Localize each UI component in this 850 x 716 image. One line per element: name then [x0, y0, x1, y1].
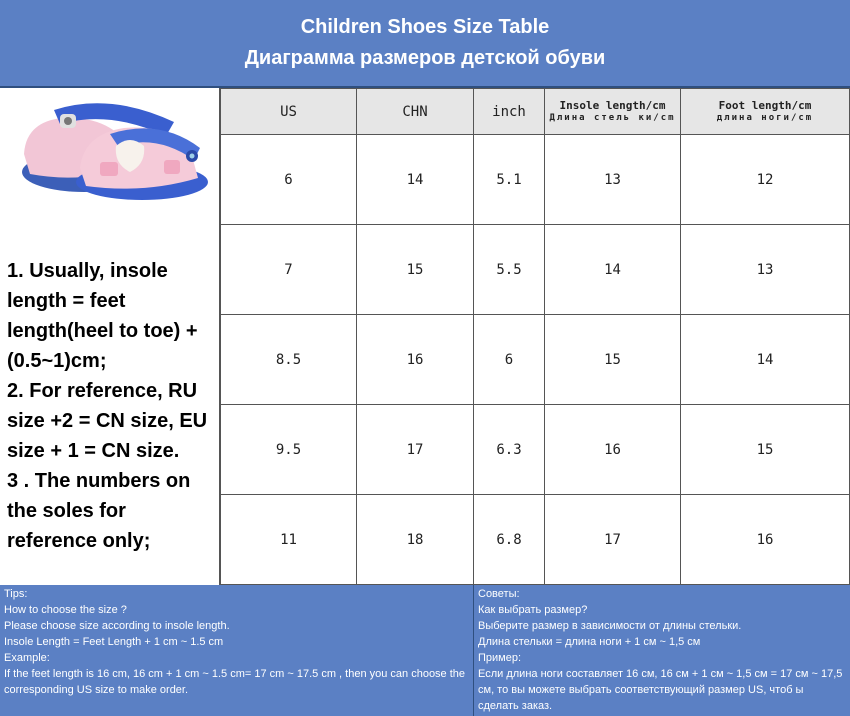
header-foot-ru: длина ноги/cm [716, 112, 814, 123]
cell-foot: 14 [681, 315, 850, 405]
cell-insole: 17 [545, 495, 681, 585]
tips-line: Выберите размер в зависимости от длины стельки. [478, 620, 742, 632]
cell-us: 6 [221, 135, 357, 225]
table-row [221, 225, 850, 315]
cell-us: 7 [221, 225, 357, 315]
tips-line: Example: [4, 652, 50, 664]
table-header-row [221, 89, 850, 135]
header-foot [681, 89, 850, 135]
tips-line: How to choose the size ? [4, 604, 127, 616]
cell-inch: 6 [474, 315, 545, 405]
title-russian: Диаграмма размеров детской обуви [244, 47, 606, 69]
cell-us: 8.5 [221, 315, 357, 405]
tips-line: Длина стельки = длина ноги + 1 см ~ 1,5 см [478, 636, 701, 648]
cell-inch: 6.8 [474, 495, 545, 585]
tips-line: Tips: [4, 588, 28, 600]
cell-us: 9.5 [221, 405, 357, 495]
tips-russian [474, 585, 850, 716]
header-us: US [221, 89, 357, 135]
table-row [221, 315, 850, 405]
cell-chn: 17 [357, 405, 474, 495]
size-table [220, 88, 850, 585]
title-english: Children Shoes Size Table [300, 16, 550, 38]
cell-chn: 16 [357, 315, 474, 405]
cell-foot: 12 [681, 135, 850, 225]
cell-inch: 6.3 [474, 405, 545, 495]
note-sole-numbers: 3 . The numbers on the soles for reference only; [7, 470, 191, 552]
cell-us: 11 [221, 495, 357, 585]
header-insole-ru: Длина стель ки/cm [549, 112, 676, 123]
fitting-notes [7, 256, 219, 556]
header-insole [545, 89, 681, 135]
cell-chn: 14 [357, 135, 474, 225]
table-row [221, 495, 850, 585]
kids-clog-shoe-image [14, 94, 210, 202]
table-row [221, 135, 850, 225]
tips-line: Please choose size according to insole length. [4, 620, 230, 632]
cell-inch: 5.1 [474, 135, 545, 225]
cell-foot: 13 [681, 225, 850, 315]
cell-chn: 15 [357, 225, 474, 315]
tips-line: Советы: [478, 588, 520, 600]
cell-insole: 14 [545, 225, 681, 315]
cell-insole: 16 [545, 405, 681, 495]
table-row [221, 405, 850, 495]
tips-line: Как выбрать размер? [478, 604, 588, 616]
header-chn: CHN [357, 89, 474, 135]
page-header [0, 0, 850, 88]
tips-line: If the feet length is 16 cm, 16 cm + 1 cm ~ 1.5 cm= 17 cm ~ 17.5 cm , then you can choose the corresponding US size to make order. [4, 668, 466, 696]
header-inch: inch [474, 89, 545, 135]
note-size-conversion: 2. For reference, RU size +2 = CN size, EU size + 1 = CN size. [7, 380, 208, 462]
cell-inch: 5.5 [474, 225, 545, 315]
cell-insole: 13 [545, 135, 681, 225]
tips-line: Пример: [478, 652, 522, 664]
left-panel [0, 88, 220, 585]
header-foot-en: Foot length/cm [718, 98, 812, 112]
cell-chn: 18 [357, 495, 474, 585]
cell-foot: 16 [681, 495, 850, 585]
tips-line: Если длина ноги составляет 16 см, 16 см + 1 см ~ 1,5 см = 17 см ~ 17,5 см, то вы можете выбрать соответствующий размер US, чтоб ы сделать заказ. [478, 668, 843, 712]
header-insole-en: Insole length/cm [559, 98, 666, 112]
cell-foot: 15 [681, 405, 850, 495]
cell-insole: 15 [545, 315, 681, 405]
tips-english [0, 585, 474, 716]
tips-line: Insole Length = Feet Length + 1 cm ~ 1.5 cm [4, 636, 224, 648]
note-insole-rule: 1. Usually, insole length = feet length(heel to toe) + (0.5~1)cm; [7, 260, 198, 372]
